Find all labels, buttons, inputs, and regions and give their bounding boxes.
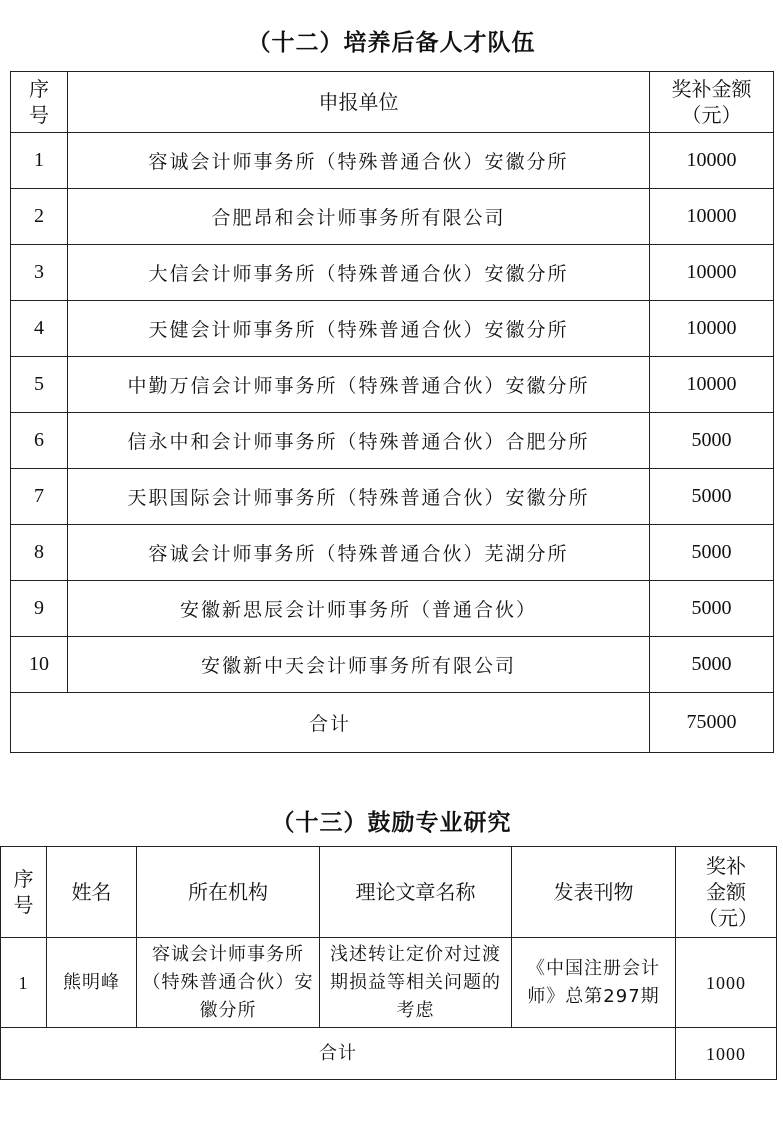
row-amount: 5000 — [650, 525, 774, 581]
header-journal: 发表刊物 — [512, 847, 676, 938]
row-name: 熊明峰 — [47, 938, 137, 1028]
row-unit: 天健会计师事务所（特殊普通合伙）安徽分所 — [68, 301, 650, 357]
row-unit: 合肥昂和会计师事务所有限公司 — [68, 189, 650, 245]
row-seq: 8 — [11, 525, 68, 581]
table-row — [11, 413, 774, 469]
table-row — [11, 357, 774, 413]
row-unit: 天职国际会计师事务所（特殊普通合伙）安徽分所 — [68, 469, 650, 525]
row-seq: 2 — [11, 189, 68, 245]
research-table — [0, 846, 777, 1080]
table-row — [11, 581, 774, 637]
row-seq: 1 — [1, 938, 47, 1028]
header-amount: 奖补金额（元） — [650, 72, 774, 133]
total-label: 合计 — [1, 1028, 676, 1080]
total-row — [11, 693, 774, 753]
header-name: 姓名 — [47, 847, 137, 938]
table-row — [1, 938, 777, 1028]
row-amount: 5000 — [650, 637, 774, 693]
row-unit: 容诚会计师事务所（特殊普通合伙）芜湖分所 — [68, 525, 650, 581]
table-header-row — [1, 847, 777, 938]
row-amount: 10000 — [650, 189, 774, 245]
row-seq: 5 — [11, 357, 68, 413]
row-amount: 5000 — [650, 413, 774, 469]
row-article: 浅述转让定价对过渡期损益等相关问题的考虑 — [320, 938, 512, 1028]
total-label: 合计 — [11, 693, 650, 753]
row-seq: 7 — [11, 469, 68, 525]
header-amount: 奖补金额（元） — [676, 847, 777, 938]
row-amount: 10000 — [650, 245, 774, 301]
row-amount: 5000 — [650, 581, 774, 637]
table-row — [11, 189, 774, 245]
header-seq: 序号 — [11, 72, 68, 133]
row-amount: 10000 — [650, 357, 774, 413]
section-12-title: （十二）培养后备人才队伍 — [247, 30, 536, 56]
row-amount: 1000 — [676, 938, 777, 1028]
header-unit: 申报单位 — [68, 72, 650, 133]
row-unit: 安徽新思辰会计师事务所（普通合伙） — [68, 581, 650, 637]
row-seq: 4 — [11, 301, 68, 357]
total-row — [1, 1028, 777, 1080]
table-row — [11, 301, 774, 357]
row-unit: 容诚会计师事务所（特殊普通合伙）安徽分所 — [68, 133, 650, 189]
header-seq: 序号 — [1, 847, 47, 938]
total-amount: 1000 — [676, 1028, 777, 1080]
header-article: 理论文章名称 — [320, 847, 512, 938]
row-amount: 10000 — [650, 301, 774, 357]
row-seq: 6 — [11, 413, 68, 469]
total-amount: 75000 — [650, 693, 774, 753]
row-unit: 大信会计师事务所（特殊普通合伙）安徽分所 — [68, 245, 650, 301]
table-row — [11, 469, 774, 525]
row-seq: 3 — [11, 245, 68, 301]
row-journal: 《中国注册会计师》总第297期 — [512, 938, 676, 1028]
table-row — [11, 525, 774, 581]
row-unit: 中勤万信会计师事务所（特殊普通合伙）安徽分所 — [68, 357, 650, 413]
row-unit: 信永中和会计师事务所（特殊普通合伙）合肥分所 — [68, 413, 650, 469]
row-unit: 安徽新中天会计师事务所有限公司 — [68, 637, 650, 693]
row-org: 容诚会计师事务所（特殊普通合伙）安徽分所 — [137, 938, 320, 1028]
talent-reserve-table — [10, 71, 774, 753]
table-header-row — [11, 72, 774, 133]
row-seq: 1 — [11, 133, 68, 189]
row-amount: 10000 — [650, 133, 774, 189]
table-row — [11, 133, 774, 189]
row-seq: 10 — [11, 637, 68, 693]
table-row — [11, 637, 774, 693]
header-org: 所在机构 — [137, 847, 320, 938]
row-amount: 5000 — [650, 469, 774, 525]
row-seq: 9 — [11, 581, 68, 637]
section-13-title: （十三）鼓励专业研究 — [271, 810, 512, 836]
table-row — [11, 245, 774, 301]
